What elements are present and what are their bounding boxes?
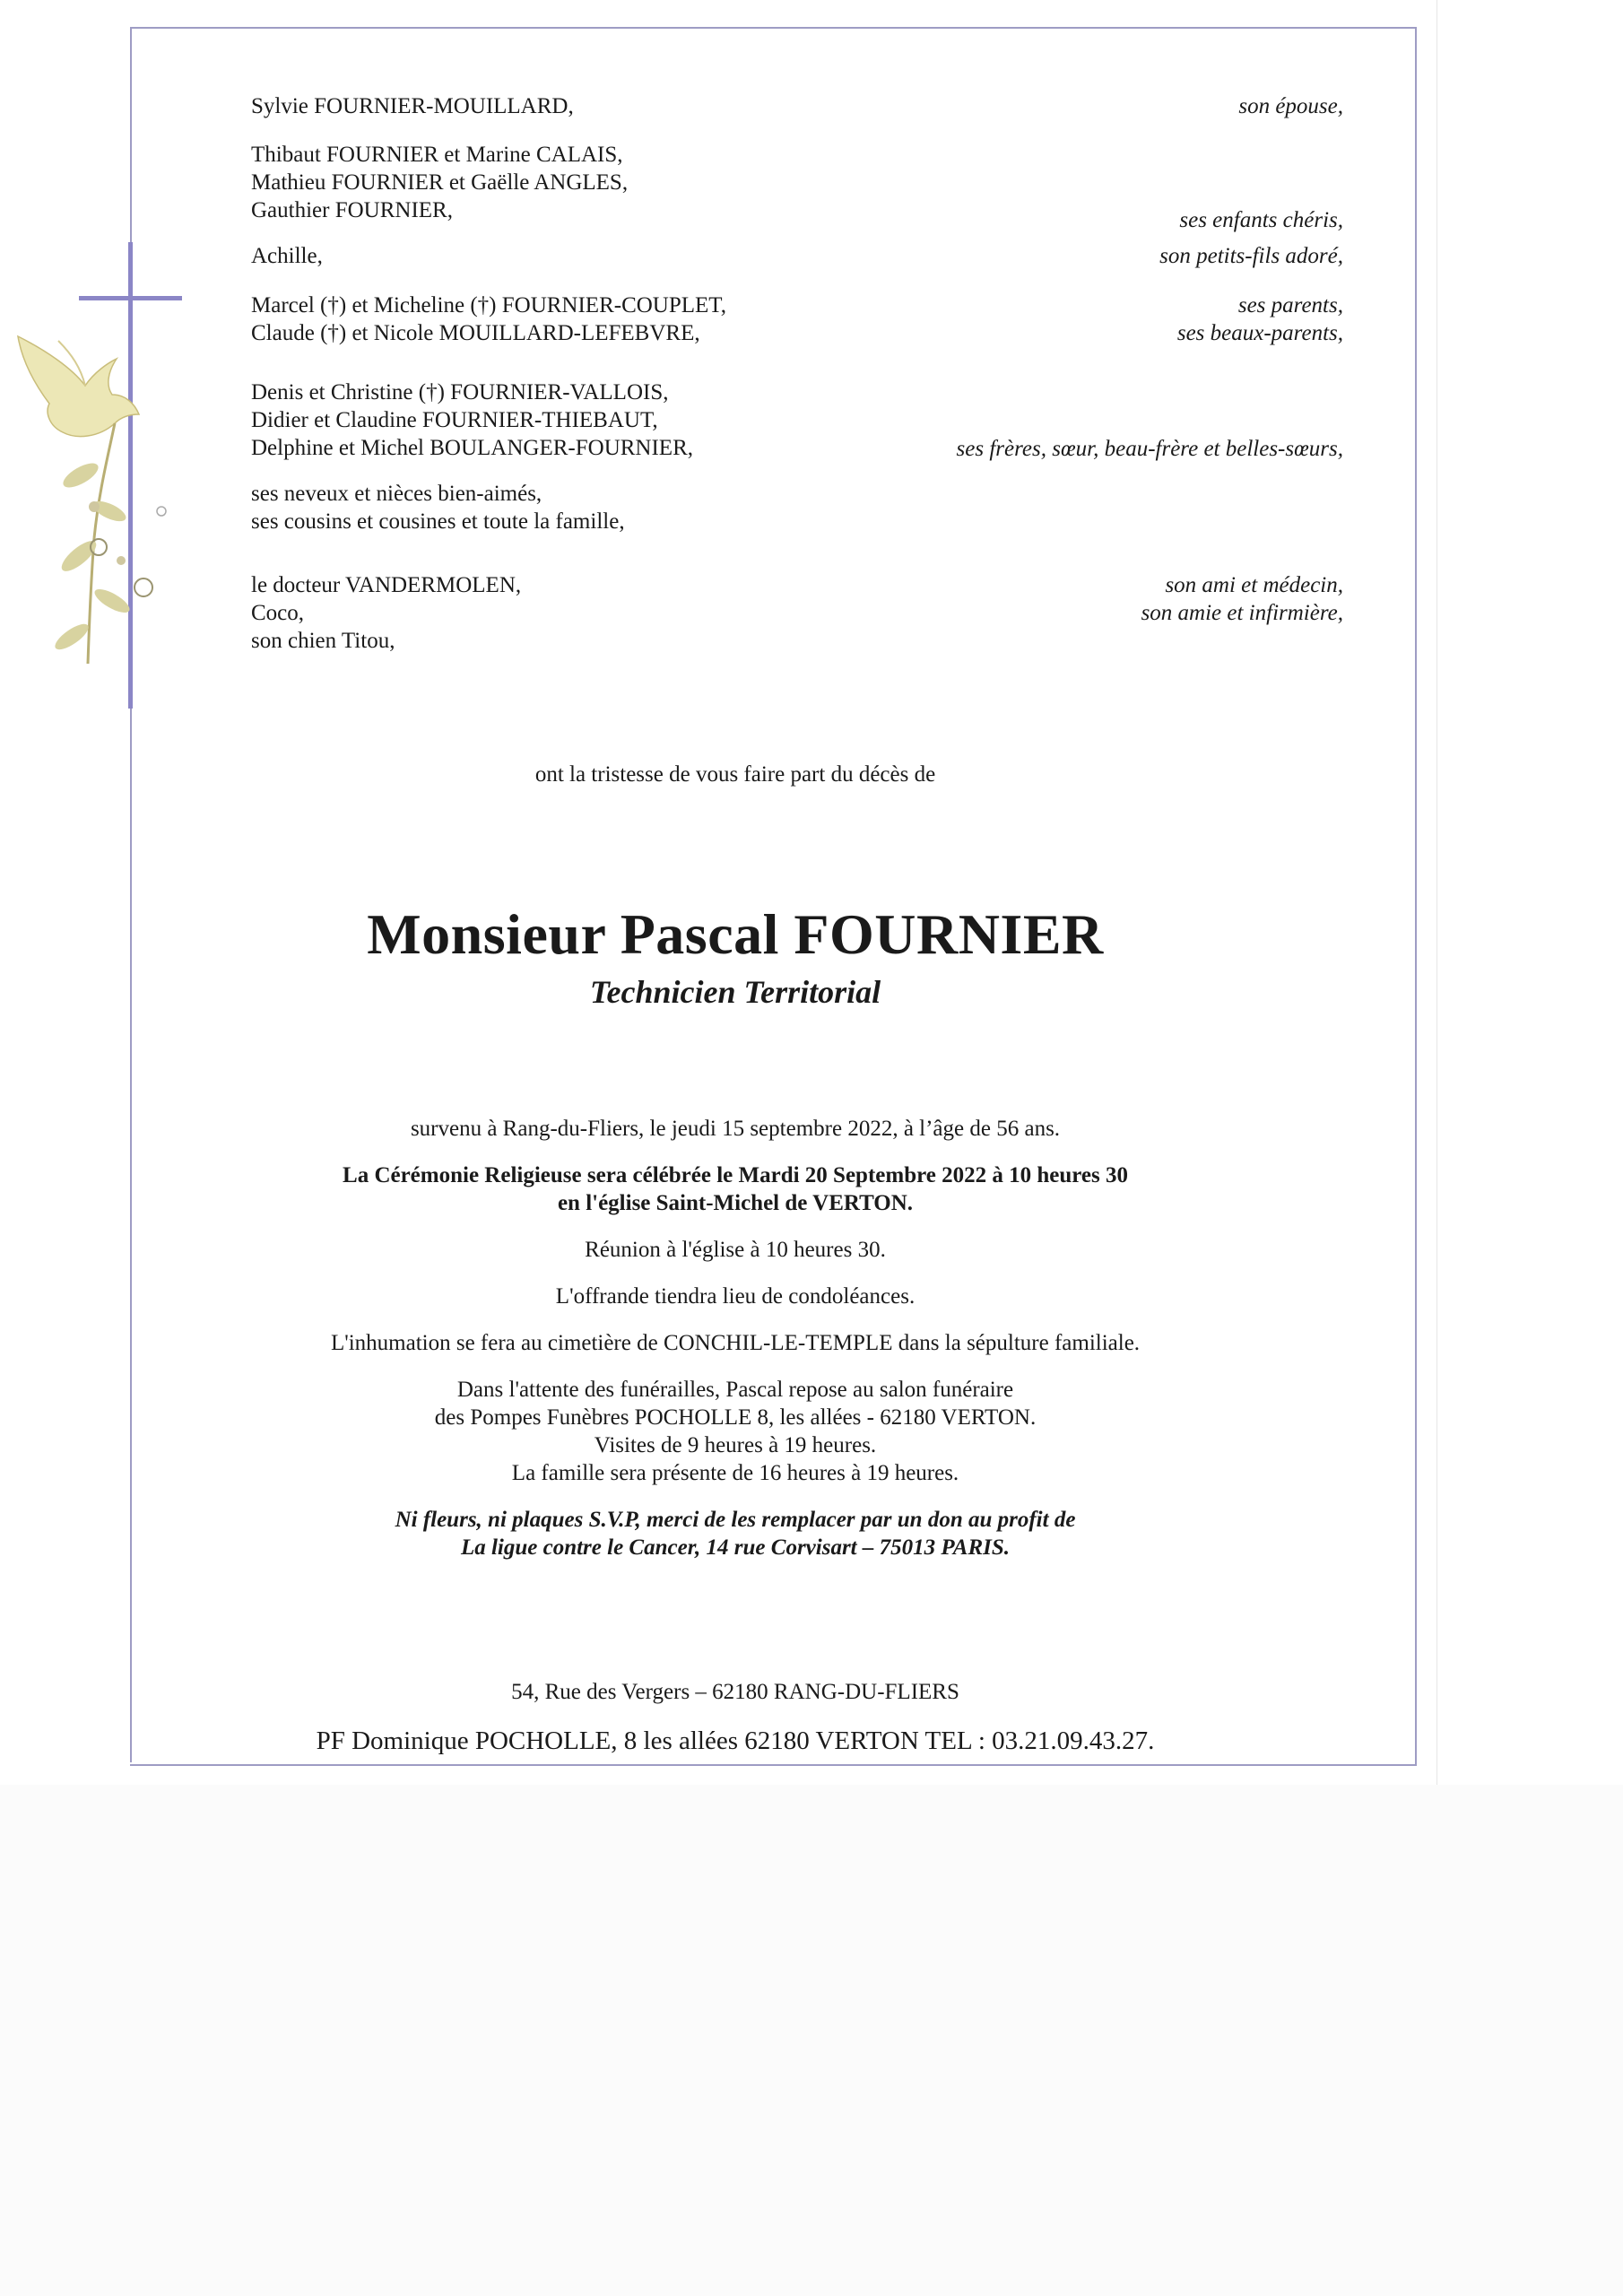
deceased-profession: Technicien Territorial xyxy=(589,974,881,1010)
announcement: ont la tristesse de vous faire part du décès de xyxy=(534,762,936,787)
burial-info: L'inhumation se fera au cimetière de CONCHIL-LE-TEMPLE dans la sépulture familiale. xyxy=(330,1331,1141,1355)
scan-edge xyxy=(1436,0,1437,1785)
flowers-notice xyxy=(143,1506,1327,1561)
repose-line-1: Dans l'attente des funérailles, Pascal repose au salon funéraire xyxy=(456,1378,1014,1402)
deceased-name: Monsieur Pascal FOURNIER xyxy=(367,902,1104,966)
family-member-name: Marcel (†) et Micheline (†) FOURNIER-COUPLET, xyxy=(251,293,726,317)
ceremony-line-2: en l'église Saint-Michel de VERTON. xyxy=(557,1191,914,1215)
family-relation: son amie et infirmière, xyxy=(1141,601,1343,625)
family-relation: son petits-fils adoré, xyxy=(1159,244,1343,268)
family-member-name: Achille, xyxy=(251,244,323,268)
flowers-line-2: La ligue contre le Cancer, 14 rue Corvisart – 75013 PARIS. xyxy=(460,1535,1011,1560)
family-member-name: Sylvie FOURNIER-MOUILLARD, xyxy=(251,94,574,118)
family-member-name: Gauthier FOURNIER, xyxy=(251,198,453,222)
family-member-name: Delphine et Michel BOULANGER-FOURNIER, xyxy=(251,436,693,460)
family-member-name: ses neveux et nièces bien-aimés, xyxy=(251,482,542,506)
funeral-details xyxy=(143,1115,1327,1580)
family-member-name: Coco, xyxy=(251,601,305,625)
repose-info xyxy=(143,1376,1327,1487)
family-member-name: Thibaut FOURNIER et Marine CALAIS, xyxy=(251,143,623,167)
cross-icon-horizontal xyxy=(79,296,182,300)
meeting-info: Réunion à l'église à 10 heures 30. xyxy=(585,1238,886,1262)
family-member-name: ses cousins et cousines et toute la famille, xyxy=(251,509,625,534)
funeral-home-contact: PF Dominique POCHOLLE, 8 les allées 62180 VERTON TEL : 03.21.09.43.27. xyxy=(316,1726,1155,1755)
family-relation: ses enfants chéris, xyxy=(1179,208,1343,232)
dove-flower-illustration xyxy=(9,332,206,673)
family-address: 54, Rue des Vergers – 62180 RANG-DU-FLIERS xyxy=(511,1680,959,1704)
family-relation: son épouse, xyxy=(1238,94,1343,118)
family-member-name: le docteur VANDERMOLEN, xyxy=(251,573,522,597)
ceremony-info xyxy=(143,1161,1327,1217)
family-member-name: Denis et Christine (†) FOURNIER-VALLOIS, xyxy=(251,380,669,404)
death-notice: survenu à Rang-du-Fliers, le jeudi 15 septembre 2022, à l’âge de 56 ans. xyxy=(410,1117,1061,1141)
flowers-line-1: Ni fleurs, ni plaques S.V.P, merci de les remplacer par un don au profit de xyxy=(395,1508,1076,1532)
offering-info: L'offrande tiendra lieu de condoléances. xyxy=(555,1284,916,1309)
family-presence-line: La famille sera présente de 16 heures à 19 heures. xyxy=(511,1461,959,1485)
family-relation: son ami et médecin, xyxy=(1165,573,1343,597)
family-relation: ses beaux-parents, xyxy=(1176,321,1343,345)
repose-line-2: des Pompes Funèbres POCHOLLE 8, les allées - 62180 VERTON. xyxy=(434,1405,1037,1430)
visits-line: Visites de 9 heures à 19 heures. xyxy=(594,1433,877,1457)
ceremony-line-1: La Cérémonie Religieuse sera célébrée le Mardi 20 Septembre 2022 à 10 heures 30 xyxy=(343,1163,1128,1187)
family-member-name: Claude (†) et Nicole MOUILLARD-LEFEBVRE, xyxy=(251,321,700,345)
scan-background xyxy=(0,1785,1623,2296)
family-member-name: Didier et Claudine FOURNIER-THIEBAUT, xyxy=(251,408,658,432)
family-member-name: son chien Titou, xyxy=(251,629,395,653)
family-relation: ses frères, sœur, beau-frère et belles-sœurs, xyxy=(956,437,1343,461)
family-member-name: Mathieu FOURNIER et Gaëlle ANGLES, xyxy=(251,170,629,195)
family-relation: ses parents, xyxy=(1237,293,1343,317)
